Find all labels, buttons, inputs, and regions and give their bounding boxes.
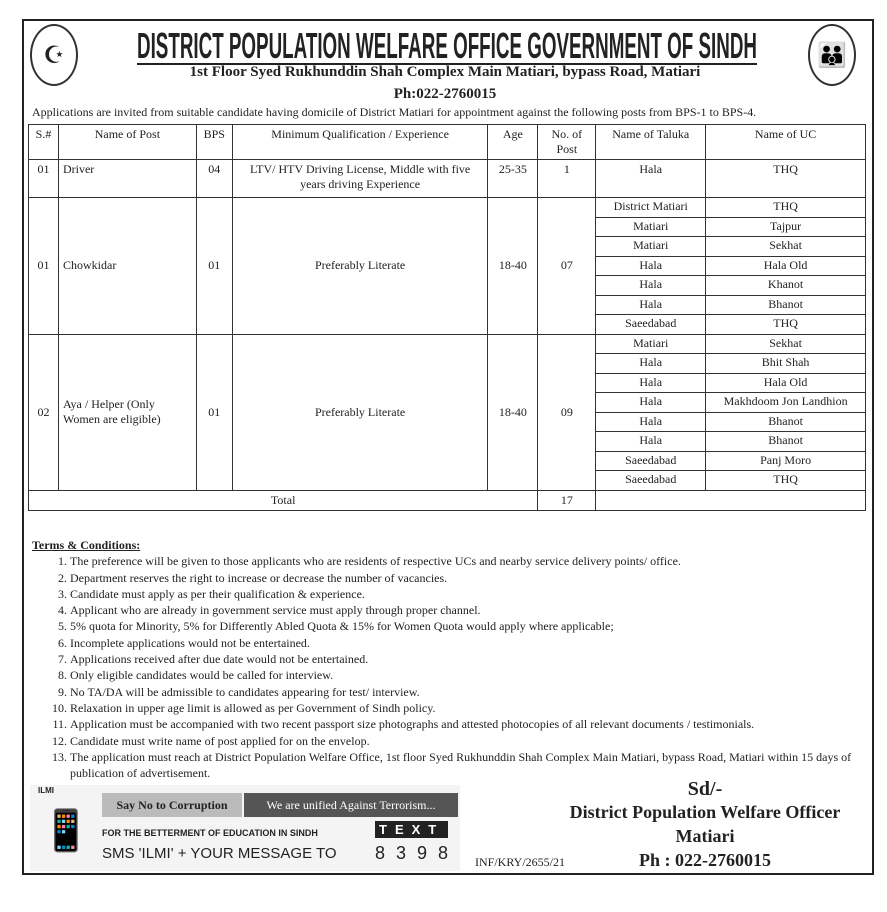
reference-number: INF/KRY/2655/21 [475, 855, 566, 869]
total-label: Total [29, 490, 538, 510]
term-item: 4. Applicant who are already in government service must apply through proper channel. [70, 602, 872, 618]
column-header: Name of UC [706, 125, 866, 160]
slogan-terrorism: We are unified Against Terrorism... [244, 793, 458, 817]
taluka-cell: Matiari [596, 334, 706, 354]
uc-cell: THQ [706, 160, 866, 198]
sms-number: 8 3 9 8 [375, 843, 452, 863]
post-name-cell: Chowkidar [58, 198, 196, 335]
post-name-cell: Driver [58, 160, 196, 198]
post-name-cell: Aya / Helper (Only Women are eligible) [58, 334, 196, 490]
uc-cell: Bhanot [706, 295, 866, 315]
taluka-cell: Hala [596, 276, 706, 296]
total-value: 17 [538, 490, 596, 510]
banner-line2: SMS 'ILMI' + YOUR MESSAGE TO [102, 845, 337, 862]
column-header: No. of Post [538, 125, 596, 160]
qualification-cell: LTV/ HTV Driving License, Middle with five years driving Experience [232, 160, 488, 198]
taluka-cell: Hala [596, 373, 706, 393]
taluka-cell: Saeedabad [596, 451, 706, 471]
table-row [29, 160, 866, 198]
term-item: 5. 5% quota for Minority, 5% for Differently Abled Quota & 15% for Women Quota would apply where applicable; [70, 618, 872, 634]
page-title: DISTRICT POPULATION WELFARE OFFICE GOVERNMENT OF SINDH [137, 25, 757, 64]
empty-cell [596, 490, 866, 510]
table-row [29, 198, 866, 218]
uc-cell: Sekhat [706, 334, 866, 354]
term-item: 3. Candidate must apply as per their qualification & experience. [70, 586, 872, 602]
post-count-cell: 1 [538, 160, 596, 198]
mascot-label: ILMI [38, 786, 54, 795]
taluka-cell: Saeedabad [596, 315, 706, 335]
uc-cell: Panj Moro [706, 451, 866, 471]
uc-cell: Bhit Shah [706, 354, 866, 374]
taluka-cell: Hala [596, 412, 706, 432]
age-cell: 25-35 [488, 160, 538, 198]
terms-heading: Terms & Conditions: [32, 538, 141, 552]
total-row [29, 490, 866, 510]
terms-list [32, 553, 872, 781]
column-header: Minimum Qualification / Experience [232, 125, 488, 160]
column-header: S.# [29, 125, 59, 160]
taluka-cell: Hala [596, 295, 706, 315]
posts-table [28, 124, 866, 511]
taluka-cell: Hala [596, 354, 706, 374]
qualification-cell: Preferably Literate [232, 198, 488, 335]
serial-cell: 01 [29, 160, 59, 198]
term-item: 9. No TA/DA will be admissible to candidates appearing for test/ interview. [70, 684, 872, 700]
officer-phone: Ph : 022-2760015 [639, 850, 771, 870]
uc-cell: Hala Old [706, 256, 866, 276]
age-cell: 18-40 [488, 334, 538, 490]
taluka-cell: Hala [596, 160, 706, 198]
term-item: 11. Application must be accompanied with two recent passport size photographs and attested photocopies of all relevant documents / testimonials. [70, 716, 872, 732]
population-welfare-logo-icon: 👪 [808, 24, 856, 86]
serial-cell: 02 [29, 334, 59, 490]
column-header: Name of Taluka [596, 125, 706, 160]
uc-cell: THQ [706, 315, 866, 335]
taluka-cell: Hala [596, 393, 706, 413]
column-header: Name of Post [58, 125, 196, 160]
uc-cell: Makhdoom Jon Landhion [706, 393, 866, 413]
taluka-cell: Matiari [596, 217, 706, 237]
bps-cell: 01 [196, 334, 232, 490]
term-item: 13. The application must reach at District Population Welfare Office, 1st floor Syed Rukhunddin Shah Complex Main Matiari, bypass Road, Matiari within 15 days of publication of advertisement. [70, 749, 872, 782]
term-item: 12. Candidate must write name of post applied for on the envelop. [70, 733, 872, 749]
taluka-cell: Hala [596, 432, 706, 452]
term-item: 2. Department reserves the right to increase or decrease the number of vacancies. [70, 570, 872, 586]
post-count-cell: 07 [538, 198, 596, 335]
office-address: 1st Floor Syed Rukhunddin Shah Complex Main Matiari, bypass Road, Matiari [189, 64, 701, 80]
term-item: 8. Only eligible candidates would be called for interview. [70, 667, 872, 683]
term-item: 6. Incomplete applications would not be entertained. [70, 635, 872, 651]
uc-cell: THQ [706, 471, 866, 491]
uc-cell: Tajpur [706, 217, 866, 237]
text-badge: TEXT [375, 821, 448, 838]
intro-text: Applications are invited from suitable candidate having domicile of District Matiari for appointment against the following posts from BPS-1 to BPS-4. [32, 105, 757, 119]
uc-cell: Bhanot [706, 412, 866, 432]
term-item: 10. Relaxation in upper age limit is allowed as per Government of Sindh policy. [70, 700, 872, 716]
uc-cell: Sekhat [706, 237, 866, 257]
uc-cell: Khanot [706, 276, 866, 296]
column-header: Age [488, 125, 538, 160]
slogan-corruption: Say No to Corruption [102, 793, 242, 817]
taluka-cell: Saeedabad [596, 471, 706, 491]
age-cell: 18-40 [488, 198, 538, 335]
header-row [29, 125, 866, 160]
taluka-cell: Matiari [596, 237, 706, 257]
office-phone: Ph:022-2760015 [393, 86, 497, 102]
column-header: BPS [196, 125, 232, 160]
page-title-wrap [137, 22, 757, 64]
terms-section [32, 537, 872, 781]
sindh-government-logo-icon: ☪ [30, 24, 78, 86]
table-row [29, 334, 866, 354]
uc-cell: Bhanot [706, 432, 866, 452]
bps-cell: 04 [196, 160, 232, 198]
term-item: 1. The preference will be given to those applicants who are residents of respective UCs and nearby service delivery points/ office. [70, 553, 872, 569]
officer-location: Matiari [675, 826, 735, 846]
mascot-icon: 📱 [41, 808, 91, 854]
term-item: 7. Applications received after due date would not be entertained. [70, 651, 872, 667]
uc-cell: Hala Old [706, 373, 866, 393]
officer-title: District Population Welfare Officer [569, 802, 841, 822]
serial-cell: 01 [29, 198, 59, 335]
uc-cell: THQ [706, 198, 866, 218]
page-title-svg [137, 22, 757, 64]
bps-cell: 01 [196, 198, 232, 335]
anti-corruption-banner [30, 785, 460, 871]
taluka-cell: Hala [596, 256, 706, 276]
banner-line1: FOR THE BETTERMENT OF EDUCATION IN SINDH [102, 828, 318, 838]
signature-sd: Sd/- [687, 778, 723, 800]
post-count-cell: 09 [538, 334, 596, 490]
qualification-cell: Preferably Literate [232, 334, 488, 490]
taluka-cell: District Matiari [596, 198, 706, 218]
